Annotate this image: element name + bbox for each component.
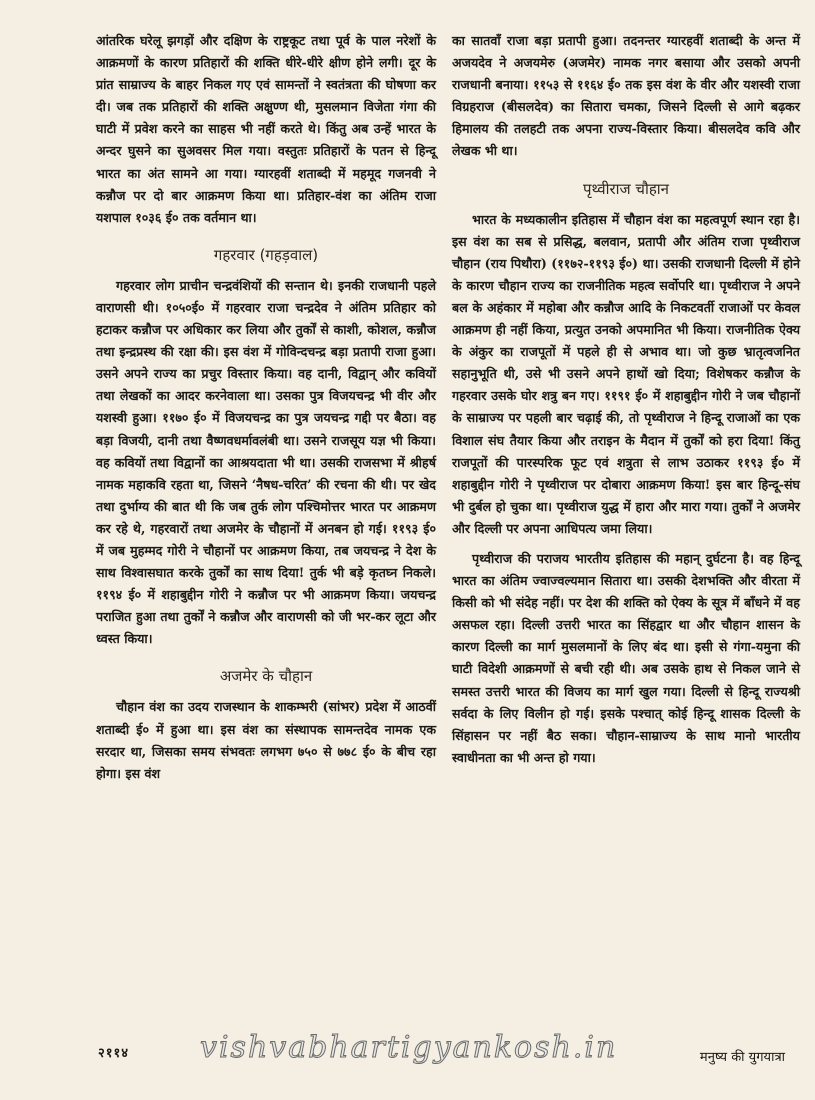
left-column: [96, 30, 436, 793]
heading-prithviraj: पृथ्वीराज चौहान: [582, 179, 670, 198]
watermark: vishvabhartigyankosh.in: [200, 1030, 618, 1065]
heading-gaharwar: गहरवार (गहड़वाल): [213, 245, 319, 264]
left-paragraph-3: चौहान वंश का उदय राजस्थान के शाकम्भरी (सांभर) प्रदेश में आठवीं शताब्दी ई० में हुआ था। इस वंश का संस्थापक सामन्तदेव नामक एक सरदार था, जिसका समय संभवतः लगभग ७५० से ७७८ ई० के बीच रहा होगा। इस वंश: [96, 699, 436, 781]
page-number: २११४: [98, 1046, 130, 1061]
right-paragraph-1: का सातवाँ राजा बड़ा प्रतापी हुआ। तदनन्तर ग्यारहवीं शताब्दी के अन्त में अजयदेव ने अजयमेरु (अजमेर) नामक नगर बसाया और उसको अपनी राजधानी बनाया। ११५३ से ११६४ ई० तक इस वंश के वीर और यशस्वी राजा विग्रहराज (बीसलदेव) का सितारा चमका, जिसने दिल्ली से आगे बढ़कर हिमालय की तलहटी तक अपना राज्य-विस्तार किया। बीसलदेव कवि और लेखक भी था।: [452, 33, 800, 159]
left-paragraph-2: गहरवार लोग प्राचीन चन्द्रवंशियों की सन्तान थे। इनकी राजधानी पहले वाराणसी थी। १०५०ई० में गहरवार राजा चन्द्रदेव ने अंतिम प्रतिहार को हटाकर कन्नौज पर अधिकार कर लिया और तुर्कों से काशी, कोशल, कन्नौज तथा इन्द्रप्रस्थ की रक्षा की। इस वंश में गोविन्दचन्द्र बड़ा प्रतापी राजा हुआ। उसने अपने राज्य का प्रचुर विस्तार किया। वह दानी, विद्वान् और कवियों तथा लेखकों का आदर करनेवाला था। उसका पुत्र विजयचन्द्र भी वीर और यशस्वी हुआ। ११७० ई० में विजयचन्द्र का पुत्र जयचन्द्र गद्दी पर बैठा। वह बड़ा विजयी, दानी तथा वैष्णवधर्मावलंबी था। उसने राजसूय यज्ञ भी किया। वह कवियों तथा विद्वानों का आश्रयदाता भी था। उसकी राजसभा में श्रीहर्ष नामक महाकवि रहता था, जिसने ‘नैषध-चरित’ की रचना की थी। पर खेद तथा दुर्भाग्य की बात थी कि जब तुर्क लोग पश्चिमोत्तर भारत पर आक्रमण कर रहे थे, गहरवारों तथा अजमेर के चौहानों में अनबन हो गई। ११९३ ई० में जब मुहम्मद गोरी ने चौहानों पर आक्रमण किया, तब जयचन्द्र ने देश के साथ विश्वासघात करके तुर्कों का साथ दिया! तुर्क भी बड़े कृतघ्न निकले। ११९४ ई० में शहाबुद्दीन गोरी ने कन्नौज पर भी आक्रमण किया। जयचन्द्र पराजित हुआ तथा तुर्कों ने कन्नौज और वाराणसी को जी भर-कर लूटा और ध्वस्त किया।: [96, 277, 436, 647]
book-title: मनुष्य की युगयात्रा: [699, 1050, 785, 1065]
heading-ajmer-chauhan: अजमेर के चौहान: [219, 667, 313, 686]
right-column: [452, 30, 800, 777]
right-paragraph-2: भारत के मध्यकालीन इतिहास में चौहान वंश का महत्वपूर्ण स्थान रहा है। इस वंश का सब से प्रसिद्ध, बलवान, प्रतापी और अंतिम राजा पृथ्वीराज चौहान (राय पिथौरा) (११७२-११९३ ई०) था। उसकी राजधानी दिल्ली में होने के कारण चौहान राज्य का राजनीतिक महत्व सर्वोपरि था। पृथ्वीराज ने अपने बल के अहंकार में महोबा और कन्नौज आदि के निकटवर्ती राजाओं पर केवल आक्रमण ही नहीं किया, प्रत्युत उनको अपमानित भी किया। राजनीतिक ऐक्य के अंकुर का राजपूतों में पहले ही से अभाव था। जो कुछ भ्रातृत्वजनित सहानुभूति थी, उसे भी उसने अपने हाथों खो दिया; विशेषकर कन्नौज के गहरवार उसके घोर शत्रु बन गए। ११९१ ई० में शहाबुद्दीन गोरी ने जब चौहानों के साम्राज्य पर पहली बार चढ़ाई की, तो पृथ्वीराज ने हिन्दू राजाओं का एक विशाल संघ तैयार किया और तराइन के मैदान में तुर्कों को हरा दिया! किंतु राजपूतों की पारस्परिक फूट एवं शत्रुता से लाभ उठाकर ११९३ ई० में शहाबुद्दीन गोरी ने पृथ्वीराज पर दोबारा आक्रमण किया! इस बार हिन्दू-संघ भी दुर्बल हो चुका था। पृथ्वीराज युद्ध में हारा और मारा गया। तुर्कों ने अजमेर और दिल्ली पर अपना आधिपत्य जमा लिया।: [452, 211, 800, 536]
left-paragraph-1: आंतरिक घरेलू झगड़ों और दक्षिण के राष्ट्रकूट तथा पूर्व के पाल नरेशों के आक्रमणों के कारण प्रतिहारों की शक्ति धीरे-धीरे क्षीण होने लगी। दूर के प्रांत साम्राज्य के बाहर निकल गए एवं सामन्तों ने स्वतंत्रता की घोषणा कर दी। जब तक प्रतिहारों की शक्ति अक्षुण्ण थी, मुसलमान विजेता गंगा की घाटी में प्रवेश करने का साहस भी नहीं करते थे। किंतु अब उन्हें भारत के अन्दर घुसने का सुअवसर मिल गया। वस्तुतः प्रतिहारों के पतन से हिन्दू भारत का अंत सामने आ गया। ग्यारहवीं शताब्दी में महमूद गजनवी ने कन्नौज पर दो बार आक्रमण किया था। प्रतिहार-वंश का अंतिम राजा यशपाल १०३६ ई० तक वर्तमान था।: [96, 33, 436, 225]
right-paragraph-3: पृथ्वीराज की पराजय भारतीय इतिहास की महान् दुर्घटना है। वह हिन्दू भारत का अंतिम ज्वाज्वल्यमान सितारा था। उसकी देशभक्ति और वीरता में किसी को भी संदेह नहीं। पर देश की शक्ति को ऐक्य के सूत्र में बाँधने में वह असफल रहा। दिल्ली उत्तरी भारत का सिंहद्वार था और चौहान शासन के कारण दिल्ली का मार्ग मुसलमानों के लिए बंद था। इसी से गंगा-यमुना की घाटी विदेशी आक्रमणों से बची रही थी। अब उसके हाथ से निकल जाने से समस्त उत्तरी भारत की विजय का मार्ग खुल गया। दिल्ली से हिन्दू राज्यश्री सर्वदा के लिए विलीन हो गई। इसके पश्चात् कोई हिन्दू शासक दिल्ली के सिंहासन पर नहीं बैठ सका। चौहान-साम्राज्य के साथ मानो भारतीय स्वाधीनता का भी अन्त हो गया।: [452, 550, 800, 765]
